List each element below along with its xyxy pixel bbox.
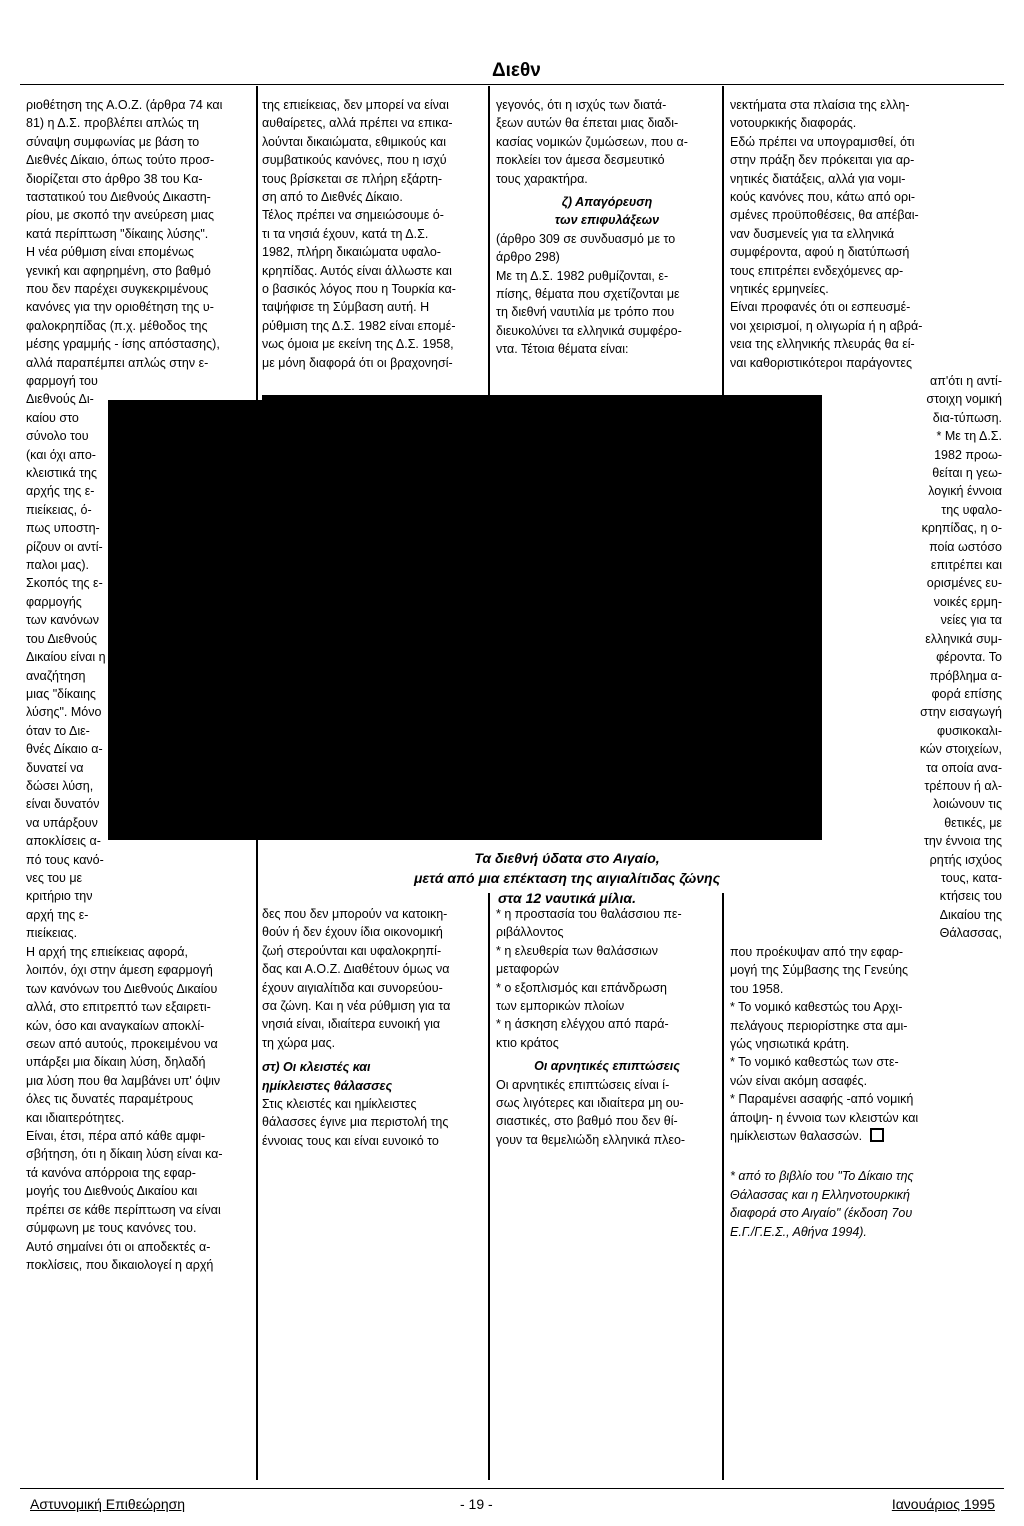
text-line: νοι χειρισμοί, η ολιγωρία ή η αβρά- [730,318,923,333]
text-line: αλλά, στο επιτρεπτό των εξαιρετι- [26,1000,211,1015]
text-line: ελληνικά συμ- [925,631,1002,646]
caption-line-1: Τα διεθνή ύδατα στο Αιγαίο, [474,850,660,866]
text-line: κανόνες για την οριοθέτηση της υ- [26,300,214,315]
text-line: όλες τις δυνατές παραμέτρους [26,1092,194,1107]
text-line: συμφέροντα, αφού η διατύπωσή [730,245,910,260]
text-line: λοιπόν, όχι στην άμεση εφαρμογή [26,963,213,978]
column-4-bottom [730,943,1002,1241]
text-line: θάλασσες έγινε μια περιστολή της [262,1115,449,1130]
text-line: πρόβλημα α- [929,668,1002,683]
text-line: πό τους κανό- [26,852,104,867]
text-line: της υφαλο- [941,502,1002,517]
text-line: τρέπουν ή αλ- [924,778,1002,793]
text-line: κών στοιχείων, [919,742,1002,757]
text-line: σιαστικές, στο βαθμό που δεν θί- [496,1114,678,1129]
text-line: νησιά είναι, ιδιαίτερα ευνοική για [262,1017,441,1032]
text-line: δώσει λύση, [26,778,94,793]
text-line: Διεθνές Δίκαιο, όπως τούτο προσ- [26,153,215,168]
text-line: κτιο κράτος [496,1035,559,1050]
subhead-negative-effects: Οι αρνητικές επιπτώσεις [534,1059,680,1074]
text-line: * Το νομικό καθεστώς των στε- [730,1055,899,1070]
text-line: φορά επίσης [931,686,1002,701]
column-2-top [262,96,484,372]
text-line: Δικαίου είναι η [26,650,106,665]
text-line: αλλά παραπέμπει απλώς στην ε- [26,355,209,370]
column-3-bottom [496,905,718,1149]
text-line: ποία ωστόσο [929,539,1002,554]
text-line: συμβατικούς κανόνες, που η ισχύ [262,153,447,168]
text-line: κλειστικά της [26,466,97,481]
text-line: αποκλίσεις α- [26,834,101,849]
text-line: ριοθέτηση της Α.Ο.Ζ. (άρθρα 74 και [26,98,223,112]
text-line: επιτρέπει και [930,558,1002,573]
text-line: σύνολο του [26,429,89,444]
text-line: Είναι προφανές ότι οι εσπευσμέ- [730,300,911,315]
text-line: ζωή στερούνται και υφαλοκρηπί- [262,943,442,958]
text-line: Η αρχή της επιείκειας αφορά, [26,945,188,959]
text-line: κτήσεις του [939,889,1002,904]
text-line: τα οποία ανα- [926,760,1002,775]
text-line: γεγονός, ότι η ισχύς των διατά- [496,98,667,112]
text-line: τη διεθνή ναυτιλία με τρόπο που [496,305,675,320]
text-line: δια-τύπωση. [932,410,1002,425]
text-line: * ο εξοπλισμός και επάνδρωση [496,980,667,995]
text-line: Στις κλειστές και ημίκλειστες [262,1097,417,1112]
text-line: μογή της Σύμβασης της Γενεύης [730,963,909,978]
text-line: γώς νησιωτικά κράτη. [730,1037,850,1052]
text-line: * Με τη Δ.Σ. [936,429,1002,444]
footer-publication: Αστυνομική Επιθεώρηση [30,1496,186,1512]
text-line: ρητής ισχύος [929,852,1002,867]
text-line: Θάλασσας, [939,926,1002,941]
text-line: μιας "δίκαιης [26,686,96,701]
text-line: ρίζουν οι αντί- [26,539,103,554]
text-line: γενική και αφηρημένη, στο βαθμό [26,263,211,278]
aegean-map-image [262,395,717,840]
text-line: πως υποστη- [26,521,100,536]
text-line: έννοιας τους και είναι ευνοικό το [262,1133,439,1148]
text-line: ντα. Τέτοια θέματα είναι: [496,342,629,357]
text-line: σβήτηση, ότι η δίκαιη λύση είναι κα- [26,1147,223,1162]
text-line: είναι δυνατόν [26,797,100,812]
text-line: νοικές ερμη- [933,594,1002,609]
text-line: Εδώ πρέπει να υπογραμισθεί, ότι [730,134,915,149]
text-line: των κανόνων [26,613,100,628]
text-line: νεκτήματα στα πλαίσια της ελλη- [730,98,910,112]
text-line: (άρθρο 309 σε συνδυασμό με το [496,231,676,246]
text-line: ριβάλλοντος [496,925,564,940]
text-line: πιείκειας. [26,926,78,941]
text-line: νητικές ερμηνείες. [730,282,829,297]
text-line: τους επιτρέπει ενδεχόμενες αρ- [730,263,904,278]
text-line: του Διεθνούς [26,631,98,646]
text-line: αρχής της ε- [26,484,95,499]
text-line: ναι καθοριστικότεροι παράγοντες [730,355,912,370]
text-line: που προέκυψαν από την εφαρ- [730,945,903,959]
text-line: ορισμένες ευ- [926,576,1002,591]
footer-date: Ιανουάριος 1995 [891,1496,995,1512]
text-line: υπάρξει μια δίκαιη λύση, δηλαδή [26,1055,206,1070]
text-line: νών είναι ακόμη ασαφές. [730,1073,868,1088]
text-line: Είναι, έτσι, πέρα από κάθε αμφι- [26,1129,206,1144]
text-line: διευκολύνει τα ελληνικά συμφέρο- [496,323,682,338]
text-line: διαφορά στο Αιγαίο" (έκδοση 7ου [730,1206,913,1221]
text-line: τους βρίσκεται σε πλήρη εξάρτη- [262,171,443,186]
text-line: μεταφορών [496,962,559,977]
text-line: έχουν αιγιαλίτιδα και συνορεύου- [262,980,443,995]
text-line: λογική έννοια [928,484,1002,499]
text-line: και ιδιαιτερότητες. [26,1110,125,1125]
text-line: κασίας νομικών ζυμώσεων, που α- [496,134,688,149]
map-caption [262,848,872,908]
text-line: ταστατικού του Διεθνούς Δικαστη- [26,190,211,205]
text-line: κούς κανόνες που, κάτω από ορι- [730,190,916,205]
text-line: των εμπορικών πλοίων [496,999,625,1014]
text-line: * η ελευθερία των θαλάσσιων [496,943,659,958]
text-line: φέροντα. Το [936,650,1002,665]
text-line: θετικές, με [944,815,1002,830]
text-line: θείται η γεω- [932,466,1002,481]
text-line: άποψη- η έννοια των κλειστών και [730,1110,919,1125]
text-line: ρύθμιση της Δ.Σ. 1982 είναι επομέ- [262,318,456,333]
text-line: φυσικοκαλι- [937,723,1002,738]
text-line: με μόνη διαφορά ότι οι βραχονησί- [262,355,453,370]
text-line: τη χώρα μας. [262,1035,336,1050]
text-line: να υπάρξουν [26,815,98,830]
text-line: φαρμογής [26,594,82,609]
text-line: * η άσκηση ελέγχου από παρά- [496,1017,669,1032]
text-line: ημίκλειστων θαλασσών. [730,1127,1002,1145]
text-line: * Παραμένει ασαφής -από νομική [730,1092,914,1107]
column-1-top [26,96,250,372]
column-rule-2 [488,86,490,396]
text-line: τους χαρακτήρα. [496,171,588,186]
text-line: σύναψη συμφωνίας με βάση το [26,134,200,149]
footer-rule [20,1488,1004,1489]
text-line: μια λύση που θα λαμβάνει υπ' όψιν [26,1073,221,1088]
column-1-bottom [26,943,250,1274]
text-line: 1982 προω- [934,447,1002,462]
text-line: λύσης". Μόνο [26,705,102,720]
text-line: κρηπίδας. Αυτός είναι άλλωστε και [262,263,452,278]
text-line: Σκοπός της ε- [26,576,103,591]
text-line: κρηπίδας, η ο- [921,521,1002,536]
text-line: σμένες προϋποθέσεις, θα απέβαι- [730,208,919,223]
text-line: (και όχι απο- [26,447,96,462]
text-line: σα ζώνη. Και η νέα ρύθμιση για τα [262,999,451,1014]
text-line: σως λιγότερες και ιδιαίτερα μη ου- [496,1096,684,1111]
text-line: μογής του Διεθνούς Δικαίου και [26,1184,198,1199]
column-rule-2b [488,893,490,1480]
end-mark-icon [870,1128,884,1142]
aegean-map-image-left [108,400,262,840]
text-line: ση από το Διεθνές Δίκαιο. [262,190,403,205]
text-line: Οι αρνητικές επιπτώσεις είναι ί- [496,1077,670,1092]
text-line: Διεθνούς Δι- [26,392,94,407]
footer-page-number: - 19 - [460,1496,493,1512]
text-line: τι τα νησιά έχουν, κατά τη Δ.Σ. [262,226,429,241]
text-line: ποκλείει τον άμεσα δεσμευτικό [496,153,665,168]
subhead-reservations-2: των επιφυλάξεων [554,213,660,228]
subhead-closed-seas-1: στ) Οι κλειστές και [262,1060,371,1075]
column-3-top [496,96,718,359]
text-line: νεια της ελληνικής πλευράς θα εί- [730,337,915,352]
text-line: κών, όσο και αναγκαίων αποκλί- [26,1018,205,1033]
column-rule-3 [722,86,724,396]
text-line: Η νέα ρύθμιση είναι επομένως [26,245,194,260]
text-line: φαρμογή του [26,374,98,388]
column-rule-3b [722,893,724,1480]
text-line: κατά περίπτωση "δίκαιης λύσης". [26,226,209,241]
text-line: γουν τα θεμελιώδη ελληνικά πλεο- [496,1132,686,1147]
text-line: παλοι μας). [26,558,90,573]
column-4-top [730,96,1002,372]
text-line: ξεων αυτών θα έπεται μιας διαδι- [496,116,679,131]
text-line: απ'ότι η αντί- [930,374,1002,388]
text-line: αναζήτηση [26,668,86,683]
text-line: όταν το Διε- [26,723,90,738]
text-line: λοιώνουν τις [932,797,1002,812]
text-line: του 1958. [730,981,784,996]
text-line: πελάγους περιορίστηκε στα αμι- [730,1018,908,1033]
text-line: δας και Α.Ο.Ζ. Διαθέτουν όμως να [262,962,450,977]
text-line: σύμφωνη με τους κανόνες του. [26,1221,197,1236]
text-line: Αυτό σημαίνει ότι οι αποδεκτές α- [26,1239,211,1254]
text-line: που δεν παρέχει συγκεκριμένους [26,282,209,297]
text-line: ναν δυσμενείς για τα ελληνικά [730,226,895,241]
text-line: νοτουρκικής διαφοράς. [730,116,857,131]
text-line: αρχή της ε- [26,907,89,922]
text-line: νες του με [26,870,83,885]
text-line: στοιχη νομική [926,392,1002,407]
text-line: μέσης γραμμής - ίσης απόστασης), [26,337,220,352]
text-line: * η προστασία του θαλάσσιου πε- [496,907,682,921]
text-line: πίσης, θέματα που σχετίζονται με [496,287,680,302]
subhead-reservations-1: ζ) Απαγόρευση [561,195,653,210]
text-line: τους, κατα- [941,870,1002,885]
text-line: των κανόνων του Διεθνούς Δικαίου [26,981,218,996]
text-line: τά κανόνα απόρροια της εφαρ- [26,1165,196,1180]
text-line: σεων από αυτούς, προκειμένου να [26,1037,218,1052]
text-line: δυνατεί να [26,760,84,775]
aegean-map-image-right [717,395,822,840]
text-line: κριτήριο την [26,889,93,904]
text-line: στην πράξη δεν πρόκειται για αρ- [730,153,915,168]
text-line: στην εισαγωγή [920,705,1002,720]
text-line: πρέπει σε κάθε περίπτωση να είναι [26,1202,221,1217]
text-line: νείες για τα [940,613,1002,628]
caption-line-3: στα 12 ναυτικά μίλια. [498,890,636,906]
text-line: Δικαίου της [939,907,1002,922]
text-line: άρθρο 298) [496,250,560,265]
text-line: αυθαίρετες, αλλά πρέπει να επικα- [262,116,453,131]
column-1-narrow [26,372,106,943]
text-line: λούνται δικαιώματα, εθιμικούς και [262,134,447,149]
text-line: φαλοκρηπίδας (π.χ. μέθοδος της [26,318,208,333]
text-line: πιείκειας, ό- [26,502,92,517]
text-line: θνές Δίκαιο α- [26,742,103,757]
text-line: την έννοια της [923,834,1002,849]
caption-line-2: μετά από μια επέκταση της αιγιαλίτιδας ζώνης [413,870,721,886]
text-line: Θάλασσας και η Ελληνοτουρκική [730,1187,910,1202]
text-line: νητικές διατάξεις, αλλά για νομι- [730,171,906,186]
subhead-closed-seas-2: ημίκλειστες θάλασσες [262,1078,393,1093]
text-line: της επιείκειας, δεν μπορεί να είναι [262,98,449,112]
text-line: καίου στο [26,410,79,425]
text-line: διορίζεται στο άρθρο 38 του Κα- [26,171,203,186]
text-line: δες που δεν μπορούν να κατοικη- [262,907,448,921]
text-line: * Το νομικό καθεστώς του Αρχι- [730,1000,903,1015]
text-line: * από το βιβλίο του "Το Δίκαιο της [730,1169,914,1184]
header-rule [20,84,1004,85]
text-line: Τέλος πρέπει να σημειώσουμε ό- [262,208,444,223]
section-header: Διεθν [492,60,541,81]
text-line: 81) η Δ.Σ. προβλέπει απλώς τη [26,116,199,131]
text-line: ρίου, με σκοπό την ανεύρεση μιας [26,208,215,223]
text-line: 1982, πλήρη δικαιώματα υφαλο- [262,245,441,260]
text-line: νως όμοια με εκείνη της Δ.Σ. 1958, [262,337,454,352]
text-line: ο βασικός λόγος που η Τουρκία κα- [262,282,456,297]
text-line: ποκλίσεις, που δικαιολογεί η αρχή [26,1257,214,1272]
text-line: ταψήφισε τη Σύμβαση αυτή. Η [262,300,430,315]
text-line: θούν ή δεν έχουν ίδια οικονομική [262,925,443,940]
column-2-bottom [262,905,484,1150]
text-line: Ε.Γ./Γ.Ε.Σ., Αθήνα 1994). [730,1224,867,1239]
text-line: Με τη Δ.Σ. 1982 ρυθμίζονται, ε- [496,268,669,283]
